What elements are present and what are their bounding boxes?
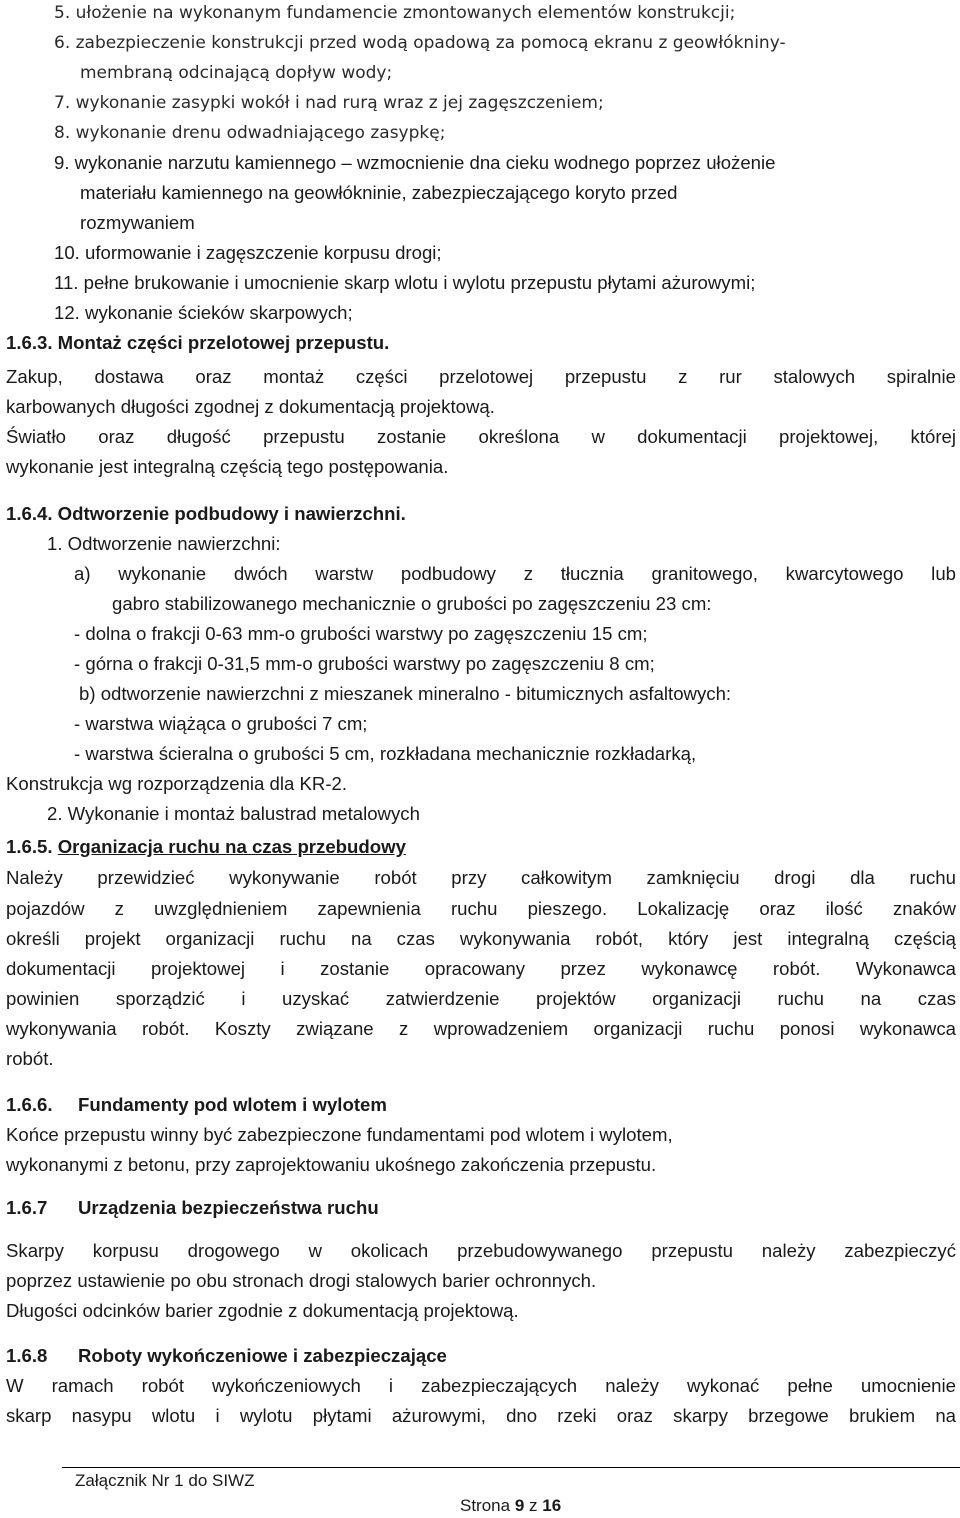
paragraph-line: wykonywania robót. Koszty związane z wprowadzeniem organizacji ruchu ponosi wykonawca (6, 1018, 956, 1039)
section-heading-1-6-4: 1.6.4. Odtworzenie podbudowy i nawierzchni. (6, 503, 406, 524)
list-item-7: 7. wykonanie zasypki wokół i nad rurą wraz z jej zagęszczeniem; (54, 93, 604, 113)
paragraph-line: robót. (6, 1048, 54, 1069)
footer-attachment: Załącznik Nr 1 do SIWZ (75, 1471, 255, 1490)
section-heading-1-6-3: 1.6.3. Montaż części przelotowej przepustu. (6, 332, 390, 353)
page-number (460, 1494, 561, 1518)
page-current: 9 (514, 1496, 525, 1515)
list-item-9-cont-1: materiału kamiennego na geowłókninie, zabezpieczającego koryto przed (80, 182, 678, 203)
section-title: Organizacja ruchu na czas przebudowy (57, 836, 406, 857)
item-b-scieralna: - warstwa ścieralna o grubości 5 cm, rozkładana mechanicznie rozkładarką, (74, 743, 697, 764)
item-b: b) odtworzenie nawierzchni z mieszanek mineralno - bitumicznych asfaltowych: (79, 683, 732, 704)
paragraph-line: karbowanych długości zgodnej z dokumentacją projektową. (6, 396, 495, 417)
section-number: 1.6.7 (6, 1197, 48, 1218)
footer-divider (62, 1467, 960, 1468)
section-heading-1-6-7 (6, 1193, 956, 1223)
item-a-line-2: gabro stabilizowanego mechanicznie o grubości po zagęszczeniu 23 cm: (112, 593, 712, 614)
list-item-9: 9. wykonanie narzutu kamiennego – wzmocnienie dna cieku wodnego poprzez ułożenie (54, 152, 776, 173)
paragraph-line: Zakup, dostawa oraz montaż części przelotowej przepustu z rur stalowych spiralnie (6, 366, 956, 387)
list-item-6: 6. zabezpieczenie konstrukcji przed wodą opadową za pomocą ekranu z geowłókniny- (54, 33, 786, 53)
page-word: Strona (460, 1496, 511, 1515)
paragraph-line: Skarpy korpusu drogowego w okolicach przebudowywanego przepustu należy zabezpieczyć (6, 1240, 956, 1261)
list-item-6-cont: membraną odcinającą dopływ wody; (80, 63, 393, 83)
section-number: 1.6.5. (6, 836, 53, 857)
paragraph-line: W ramach robót wykończeniowych i zabezpieczających należy wykonać pełne umocnienie (6, 1375, 956, 1396)
item-a-line-1: a) wykonanie dwóch warstw podbudowy z tłucznia granitowego, kwarcytowego lub (74, 563, 956, 584)
paragraph-line: skarp nasypu wlotu i wylotu płytami ażurowymi, dno rzeki oraz skarpy brzegowe brukiem na (6, 1405, 956, 1426)
paragraph-line: wykonanymi z betonu, przy zaprojektowaniu ukośnego zakończenia przepustu. (6, 1154, 657, 1175)
list-item-5: 5. ułożenie na wykonanym fundamencie zmontowanych elementów konstrukcji; (54, 3, 736, 23)
section-heading-1-6-5 (6, 832, 956, 862)
subsection-2: 2. Wykonanie i montaż balustrad metalowych (47, 803, 420, 824)
section-number: 1.6.6. (6, 1094, 53, 1115)
paragraph-line: Długości odcinków barier zgodnie z dokumentacją projektową. (6, 1300, 519, 1321)
subsection-1: 1. Odtworzenie nawierzchni: (47, 533, 281, 554)
paragraph-line: poprzez ustawienie po obu stronach drogi stalowych barier ochronnych. (6, 1270, 597, 1291)
item-a-gorna: - górna o frakcji 0-31,5 mm-o grubości warstwy po zagęszczeniu 8 cm; (74, 653, 655, 674)
list-item-8: 8. wykonanie drenu odwadniającego zasypkę; (54, 123, 446, 143)
list-item-11: 11. pełne brukowanie i umocnienie skarp wlotu i wylotu przepustu płytami ażurowymi; (54, 272, 756, 293)
section-heading-1-6-8 (6, 1341, 956, 1371)
page-of: z (529, 1496, 538, 1515)
item-a-dolna: - dolna o frakcji 0-63 mm-o grubości warstwy po zagęszczeniu 15 cm; (74, 623, 648, 644)
section-title: Urządzenia bezpieczeństwa ruchu (78, 1197, 379, 1218)
list-item-12: 12. wykonanie ścieków skarpowych; (54, 302, 353, 323)
paragraph-line: pojazdów z uwzględnieniem zapewnienia ruchu pieszego. Lokalizację oraz ilość znaków (6, 898, 956, 919)
item-b-wiazaca: - warstwa wiążąca o grubości 7 cm; (74, 713, 368, 734)
konstrukcja-line: Konstrukcja wg rozporządzenia dla KR-2. (6, 773, 348, 794)
paragraph-line: określi projekt organizacji ruchu na czas wykonywania robót, który jest integralną częścią (6, 928, 956, 949)
paragraph-line: wykonanie jest integralną częścią tego postępowania. (6, 456, 449, 477)
paragraph-line: dokumentacji projektowej i zostanie opracowany przez wykonawcę robót. Wykonawca (6, 958, 956, 979)
paragraph-line: Należy przewidzieć wykonywanie robót przy całkowitym zamknięciu drogi dla ruchu (6, 867, 956, 888)
paragraph-line: powinien sporządzić i uzyskać zatwierdzenie projektów organizacji ruchu na czas (6, 988, 956, 1009)
list-item-10: 10. uformowanie i zagęszczenie korpusu drogi; (54, 242, 442, 263)
list-item-9-cont-2: rozmywaniem (80, 212, 195, 233)
section-number: 1.6.8 (6, 1345, 48, 1366)
page-total: 16 (542, 1496, 562, 1515)
section-title: Roboty wykończeniowe i zabezpieczające (78, 1345, 447, 1366)
paragraph-line: Światło oraz długość przepustu zostanie określona w dokumentacji projektowej, której (6, 426, 956, 447)
section-heading-1-6-6 (6, 1090, 956, 1120)
section-title: Fundamenty pod wlotem i wylotem (78, 1094, 387, 1115)
paragraph-line: Końce przepustu winny być zabezpieczone fundamentami pod wlotem i wylotem, (6, 1124, 673, 1145)
